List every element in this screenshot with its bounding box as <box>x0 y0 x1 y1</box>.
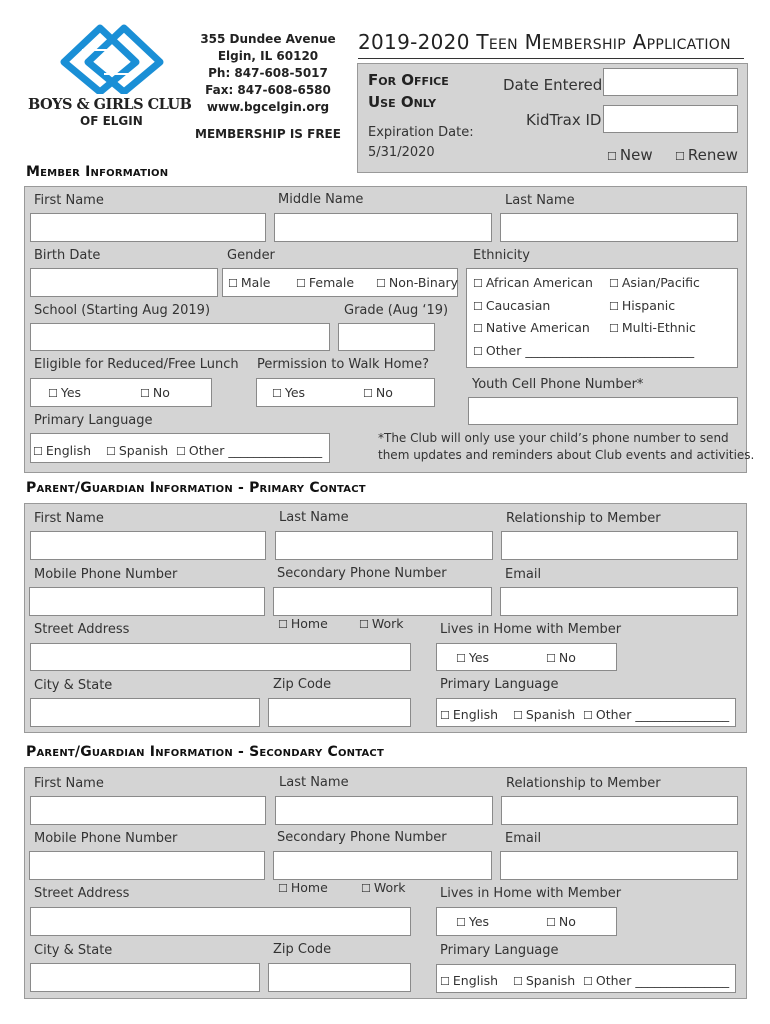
p-zip-input[interactable] <box>268 698 411 727</box>
checkbox-icon: ☐ <box>278 882 288 895</box>
p-street-input[interactable] <box>30 643 411 671</box>
checkbox-icon: ☐ <box>546 652 556 665</box>
checkbox-icon: ☐ <box>361 882 371 895</box>
ethnicity-asian-pacific-checkbox[interactable] <box>609 275 700 290</box>
option-label: Hispanic <box>621 298 676 313</box>
youth-cell-input[interactable] <box>468 397 738 425</box>
lunch-yes-checkbox[interactable] <box>48 385 81 400</box>
s-language-label: Primary Language <box>440 943 559 958</box>
option-label: Other _______________ <box>595 973 730 988</box>
checkbox-icon: ☐ <box>440 975 450 988</box>
s-last-name-label: Last Name <box>279 775 349 790</box>
option-label: Yes <box>468 650 490 665</box>
kidtrax-label: KidTrax ID <box>526 111 602 129</box>
option-label: Caucasian <box>485 298 551 313</box>
member-section-heading: Member Information <box>26 164 169 180</box>
checkbox-icon: ☐ <box>440 709 450 722</box>
ethnicity-native-american-checkbox[interactable] <box>473 320 590 335</box>
option-label: Female <box>308 275 355 290</box>
page-title: 2019-2020 Teen Membership Application <box>358 30 731 54</box>
member-first-name-label: First Name <box>34 193 104 208</box>
s-lang-english-checkbox[interactable] <box>440 973 498 988</box>
address-line: Fax: 847-608-6580 <box>205 83 331 97</box>
option-label: Spanish <box>525 973 576 988</box>
logo-text-sub: OF ELGIN <box>80 114 143 128</box>
checkbox-icon: ☐ <box>359 618 369 631</box>
s-zip-input[interactable] <box>268 963 411 992</box>
option-label: Work <box>373 880 406 895</box>
new-label: New <box>619 146 653 164</box>
membership-free-note: MEMBERSHIP IS FREE <box>195 127 341 141</box>
s-city-state-label: City & State <box>34 943 113 958</box>
ethnicity-other-checkbox[interactable] <box>473 343 694 358</box>
option-label: English <box>452 707 499 722</box>
address-line: Ph: 847-608-5017 <box>208 66 328 80</box>
p-last-name-input[interactable] <box>275 531 493 560</box>
p-mobile-label: Mobile Phone Number <box>34 567 178 582</box>
address-line: 355 Dundee Avenue <box>200 32 336 46</box>
checkbox-icon: ☐ <box>106 445 116 458</box>
p-lang-spanish-checkbox[interactable] <box>513 707 575 722</box>
checkbox-icon: ☐ <box>140 387 150 400</box>
gender-label: Gender <box>227 248 275 263</box>
s-lives-with-label: Lives in Home with Member <box>440 886 622 901</box>
member-lang-english-checkbox[interactable] <box>33 443 91 458</box>
checkbox-icon: ☐ <box>675 150 685 163</box>
address-line: www.bgcelgin.org <box>206 100 330 114</box>
s-secondary-phone-label: Secondary Phone Number <box>277 830 447 845</box>
checkbox-icon: ☐ <box>296 277 306 290</box>
option-label: No <box>152 385 170 400</box>
p-email-label: Email <box>505 567 542 582</box>
option-label: Male <box>240 275 271 290</box>
option-label: English <box>45 443 92 458</box>
s-zip-label: Zip Code <box>273 942 332 957</box>
lunch-no-checkbox[interactable] <box>140 385 170 400</box>
p-first-name-input[interactable] <box>30 531 266 560</box>
s-home-checkbox[interactable] <box>278 880 328 895</box>
secondary-contact-heading: Parent/Guardian Information - Secondary Contact <box>26 744 384 760</box>
office-heading-line: For Office <box>368 71 449 89</box>
walk-home-label: Permission to Walk Home? <box>257 357 429 372</box>
ethnicity-label: Ethnicity <box>473 248 530 263</box>
option-label: Native American <box>485 320 590 335</box>
member-last-name-label: Last Name <box>505 193 575 208</box>
s-lives-no-checkbox[interactable] <box>546 914 576 929</box>
member-first-name-input[interactable] <box>30 213 266 242</box>
school-input[interactable] <box>30 323 330 351</box>
phone-note-line: *The Club will only use your child’s phone number to send <box>378 431 729 445</box>
s-relationship-input[interactable] <box>501 796 738 825</box>
option-label: Yes <box>60 385 82 400</box>
member-last-name-input[interactable] <box>500 213 738 242</box>
option-label: No <box>558 650 576 665</box>
lunch-label: Eligible for Reduced/Free Lunch <box>34 357 239 372</box>
p-lang-other-checkbox[interactable] <box>583 707 729 722</box>
checkbox-icon: ☐ <box>48 387 58 400</box>
option-label: Home <box>290 616 328 631</box>
ethnicity-caucasian-checkbox[interactable] <box>473 298 550 313</box>
date-entered-label: Date Entered <box>503 76 603 94</box>
member-lang-other-checkbox[interactable] <box>176 443 322 458</box>
p-city-state-label: City & State <box>34 678 113 693</box>
date-entered-input[interactable] <box>603 68 738 96</box>
gender-nonbinary-checkbox[interactable] <box>376 275 458 290</box>
title-underline <box>358 58 744 59</box>
option-label: African American <box>485 275 593 290</box>
grade-input[interactable] <box>338 323 435 351</box>
p-street-label: Street Address <box>34 622 130 637</box>
p-lives-with-label: Lives in Home with Member <box>440 622 622 637</box>
p-lang-english-checkbox[interactable] <box>440 707 498 722</box>
s-lang-other-checkbox[interactable] <box>583 973 729 988</box>
birth-date-label: Birth Date <box>34 248 101 263</box>
p-lives-yes-checkbox[interactable] <box>456 650 489 665</box>
expiration-label: Expiration Date: <box>368 125 474 140</box>
s-mobile-input[interactable] <box>29 851 265 880</box>
p-lives-no-checkbox[interactable] <box>546 650 576 665</box>
s-relationship-label: Relationship to Member <box>506 776 661 791</box>
checkbox-icon: ☐ <box>546 916 556 929</box>
expiration-value: 5/31/2020 <box>368 145 435 160</box>
option-label: Non-Binary <box>388 275 459 290</box>
option-label: Yes <box>284 385 306 400</box>
p-work-checkbox[interactable] <box>359 616 404 631</box>
s-email-label: Email <box>505 831 542 846</box>
s-first-name-input[interactable] <box>30 796 266 825</box>
p-secondary-phone-label: Secondary Phone Number <box>277 566 447 581</box>
renew-checkbox[interactable] <box>675 146 738 164</box>
checkbox-icon: ☐ <box>278 618 288 631</box>
member-middle-name-label: Middle Name <box>278 192 364 207</box>
gender-female-checkbox[interactable] <box>296 275 354 290</box>
school-label: School (Starting Aug 2019) <box>34 303 211 318</box>
option-label: Asian/Pacific <box>621 275 700 290</box>
kidtrax-input[interactable] <box>603 105 738 133</box>
s-last-name-input[interactable] <box>275 796 493 825</box>
checkbox-icon: ☐ <box>376 277 386 290</box>
birth-date-input[interactable] <box>30 268 218 297</box>
checkbox-icon: ☐ <box>583 975 593 988</box>
logo-hands-icon <box>24 22 196 94</box>
checkbox-icon: ☐ <box>583 709 593 722</box>
option-label: No <box>558 914 576 929</box>
s-street-input[interactable] <box>30 907 411 936</box>
primary-contact-heading: Parent/Guardian Information - Primary Contact <box>26 480 366 496</box>
p-mobile-input[interactable] <box>29 587 265 616</box>
member-lang-spanish-checkbox[interactable] <box>106 443 168 458</box>
checkbox-icon: ☐ <box>473 322 483 335</box>
member-language-label: Primary Language <box>34 413 153 428</box>
option-label: Other ___________________________ <box>485 343 695 358</box>
option-label: Multi-Ethnic <box>621 320 696 335</box>
checkbox-icon: ☐ <box>456 916 466 929</box>
address-line: Elgin, IL 60120 <box>217 49 319 63</box>
p-city-state-input[interactable] <box>30 698 260 727</box>
ethnicity-multi-ethnic-checkbox[interactable] <box>609 320 696 335</box>
checkbox-icon: ☐ <box>609 277 619 290</box>
logo-text-main: BOYS & GIRLS CLUB <box>28 96 192 113</box>
s-work-checkbox[interactable] <box>361 880 406 895</box>
p-zip-label: Zip Code <box>273 677 332 692</box>
grade-label: Grade (Aug ‘19) <box>344 303 449 318</box>
club-logo <box>24 22 196 132</box>
s-lang-spanish-checkbox[interactable] <box>513 973 575 988</box>
checkbox-icon: ☐ <box>609 322 619 335</box>
checkbox-icon: ☐ <box>473 300 483 313</box>
renew-label: Renew <box>687 146 738 164</box>
option-label: Yes <box>468 914 490 929</box>
gender-male-checkbox[interactable] <box>228 275 270 290</box>
checkbox-icon: ☐ <box>609 300 619 313</box>
s-email-input[interactable] <box>500 851 738 880</box>
checkbox-icon: ☐ <box>363 387 373 400</box>
office-heading-line: Use Only <box>368 93 437 111</box>
s-city-state-input[interactable] <box>30 963 260 992</box>
p-last-name-label: Last Name <box>279 510 349 525</box>
checkbox-icon: ☐ <box>473 277 483 290</box>
option-label: Home <box>290 880 328 895</box>
checkbox-icon: ☐ <box>473 345 483 358</box>
member-middle-name-input[interactable] <box>274 213 492 242</box>
club-address <box>198 31 338 116</box>
checkbox-icon: ☐ <box>176 445 186 458</box>
p-relationship-label: Relationship to Member <box>506 511 661 526</box>
p-secondary-phone-input[interactable] <box>273 587 492 616</box>
checkbox-icon: ☐ <box>272 387 282 400</box>
checkbox-icon: ☐ <box>513 709 523 722</box>
p-email-input[interactable] <box>500 587 738 616</box>
p-first-name-label: First Name <box>34 511 104 526</box>
phone-note-line: them updates and reminders about Club events and activities. <box>378 448 755 462</box>
checkbox-icon: ☐ <box>33 445 43 458</box>
youth-cell-label: Youth Cell Phone Number* <box>472 377 644 392</box>
option-label: Other _______________ <box>188 443 323 458</box>
s-street-label: Street Address <box>34 886 130 901</box>
option-label: English <box>452 973 499 988</box>
ethnicity-hispanic-checkbox[interactable] <box>609 298 675 313</box>
walk-home-yes-checkbox[interactable] <box>272 385 305 400</box>
p-language-label: Primary Language <box>440 677 559 692</box>
checkbox-icon: ☐ <box>513 975 523 988</box>
option-label: No <box>375 385 393 400</box>
checkbox-icon: ☐ <box>228 277 238 290</box>
ethnicity-african-american-checkbox[interactable] <box>473 275 593 290</box>
option-label: Spanish <box>525 707 576 722</box>
option-label: Work <box>371 616 404 631</box>
p-home-checkbox[interactable] <box>278 616 328 631</box>
office-use-heading <box>368 69 449 113</box>
walk-home-no-checkbox[interactable] <box>363 385 393 400</box>
s-first-name-label: First Name <box>34 776 104 791</box>
option-label: Other _______________ <box>595 707 730 722</box>
option-label: Spanish <box>118 443 169 458</box>
s-mobile-label: Mobile Phone Number <box>34 831 178 846</box>
checkbox-icon: ☐ <box>607 150 617 163</box>
s-lives-yes-checkbox[interactable] <box>456 914 489 929</box>
new-checkbox[interactable] <box>607 146 653 164</box>
p-relationship-input[interactable] <box>501 531 738 560</box>
checkbox-icon: ☐ <box>456 652 466 665</box>
s-secondary-phone-input[interactable] <box>273 851 492 880</box>
